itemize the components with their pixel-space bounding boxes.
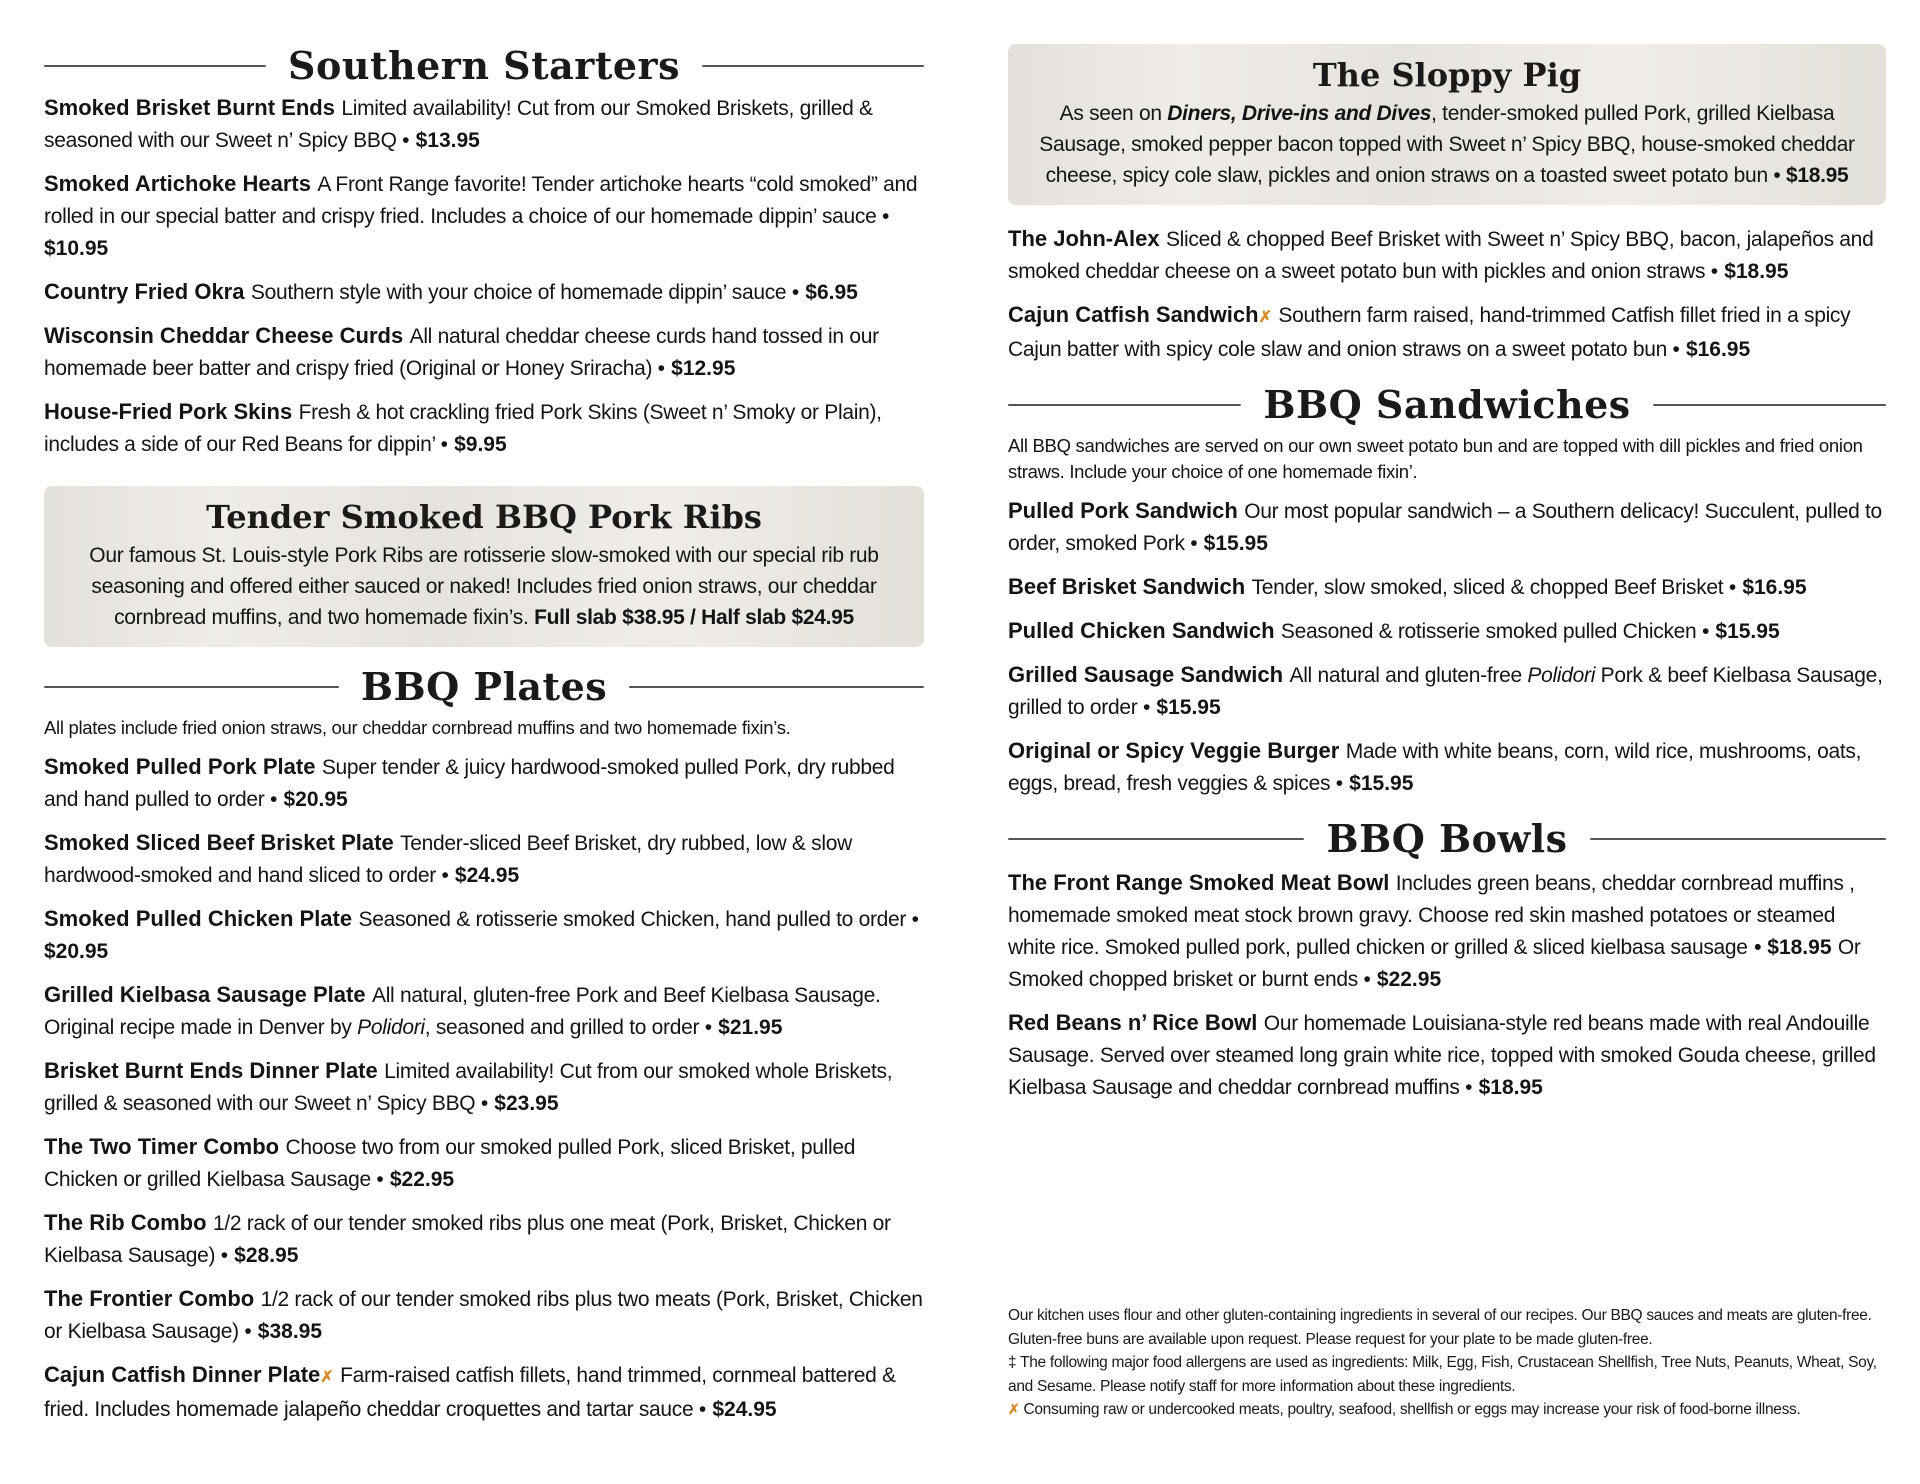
sloppy-pig-title: The Sloppy Pig [1312,56,1582,94]
item-price: $18.95 [1478,1076,1543,1099]
item-price: $6.95 [805,281,858,304]
item-description: Seasoned & rotisserie smoked Chicken, hand pulled to order • [358,908,919,931]
brand-name: Polidori [1527,664,1596,687]
item-description: Farm-raised catfish fillets, hand trimmed, cornmeal battered & fried. Includes homemade jalapeño cheddar croquettes and tartar sauce • [44,1364,896,1421]
item-description: Sliced & chopped Beef Brisket with Sweet n’ Spicy BBQ, bacon, jalapeños and smoked cheddar cheese on a sweet potato bun with pickles and onion straws • [1008,228,1874,283]
item-name: Cajun Catfish Dinner Plate [44,1362,321,1387]
section-title: BBQ Sandwiches [1263,382,1631,427]
divider [1008,404,1241,406]
item-name: Pulled Chicken Sandwich [1008,618,1275,643]
item-price: $24.95 [712,1398,777,1421]
item-description: Tender-sliced Beef Brisket, dry rubbed, low & slow hardwood-smoked and hand sliced to order • [44,832,852,887]
item-name: Smoked Artichoke Hearts [44,171,311,196]
menu-item [44,1207,924,1271]
item-price: $22.95 [389,1168,455,1191]
menu-item [44,168,924,264]
item-description: Or Smoked chopped brisket or burnt ends • [1008,936,1861,991]
item-price: $24.95 [454,864,520,887]
item-price: • $18.95 [1754,936,1832,959]
menu-item [1008,223,1886,287]
item-price: $9.95 [454,433,507,456]
section-title: BBQ Plates [360,664,608,709]
item-name: Beef Brisket Sandwich [1008,574,1246,599]
menu-item [44,827,924,891]
item-description: Tender, slow smoked, sliced & chopped Beef Brisket • [1251,576,1736,599]
tv-show-name: Diners, Drive-ins and Dives [1167,102,1432,125]
menu-item [1008,495,1886,559]
item-price: $16.95 [1685,338,1751,361]
menu-item [44,320,924,384]
desc-part: As seen on [1059,102,1162,125]
divider [44,65,266,67]
divider [702,65,924,67]
menu-item [44,1055,924,1119]
menu-item [44,1131,924,1195]
menu-item [44,396,924,460]
sloppy-pig-feature-panel [1008,44,1886,205]
item-price: $15.95 [1715,620,1780,643]
ribs-title: Tender Smoked BBQ Pork Ribs [206,498,762,536]
sloppy-pig-description [1032,98,1862,191]
menu-item [44,1283,924,1347]
item-description: Choose two from our smoked pulled Pork, sliced Brisket, pulled Chicken or grilled Kielbasa Sausage • [44,1136,856,1191]
item-name: Smoked Brisket Burnt Ends [44,95,335,120]
item-price: $23.95 [494,1092,559,1115]
item-name: Cajun Catfish Sandwich [1008,302,1259,327]
item-name: The Frontier Combo [44,1286,255,1311]
ribs-price: Full slab $38.95 / Half slab $24.95 [534,606,854,629]
item-price: $13.95 [415,129,480,152]
bbq-bowls-heading [1008,811,1886,867]
bbq-plates-list [44,751,924,1425]
specials-list [1008,223,1886,365]
item-description: 1/2 rack of our tender smoked ribs plus one meat (Pork, Brisket, Chicken or Kielbasa Sausage) • [44,1212,891,1267]
item-name: Wisconsin Cheddar Cheese Curds [44,323,404,348]
item-name: Country Fried Okra [44,279,245,304]
ribs-desc-text: Our famous St. Louis-style Pork Ribs are rotisserie slow-smoked with our special rib rub seasoning and offered either sauced or naked! Includes fried onion straws, our cheddar cornbread muffins, and two homemade fixin’s. [89,544,879,629]
item-price: $22.95 [1376,968,1442,991]
item-name: Pulled Pork Sandwich [1008,498,1238,523]
footnotes [1008,1304,1904,1422]
item-price: $38.95 [257,1320,323,1343]
right-column [1008,0,1886,1115]
southern-starters-heading [44,38,924,94]
southern-starters-list [44,92,924,460]
menu-item [1008,615,1886,647]
item-description: A Front Range favorite! Tender artichoke hearts “cold smoked” and rolled in our special batter and crispy fried. Includes a choice of our homemade dippin’ sauce • [44,173,918,228]
spicy-marker-icon: ✗ [1008,1401,1020,1417]
menu-item [44,903,924,967]
spicy-marker-icon: ✗ [1258,309,1272,326]
item-price: $20.95 [283,788,348,811]
bbq-sandwiches-list [1008,495,1886,799]
item-name: The Front Range Smoked Meat Bowl [1008,870,1390,895]
desc-part: , seasoned and grilled to order • [424,1016,712,1039]
divider [1008,838,1304,840]
desc-part: All natural, gluten-free Pork and Beef Kielbasa Sausage. Original recipe made in Denver by [44,984,881,1039]
item-price: $15.95 [1203,532,1268,555]
item-price: $21.95 [718,1016,783,1039]
menu-item [1008,1007,1886,1103]
menu-item [1008,571,1886,603]
item-description: Limited availability! Cut from our smoked whole Briskets, grilled & seasoned with our Sweet n’ Spicy BBQ • [44,1060,893,1115]
item-price: $12.95 [671,357,736,380]
item-price: $28.95 [234,1244,299,1267]
ribs-description [68,540,900,633]
item-price: $18.95 [1724,260,1789,283]
item-description: Made with white beans, corn, wild rice, mushrooms, oats, eggs, bread, fresh veggies & spices • [1008,740,1862,795]
item-name: Grilled Sausage Sandwich [1008,662,1284,687]
item-name: Smoked Pulled Pork Plate [44,754,316,779]
item-description: Super tender & juicy hardwood-smoked pulled Pork, dry rubbed and hand pulled to order • [44,756,895,811]
item-description: Limited availability! Cut from our Smoked Briskets, grilled & seasoned with our Sweet n’ Spicy BBQ • [44,97,873,152]
item-name: Smoked Sliced Beef Brisket Plate [44,830,394,855]
divider [1590,838,1886,840]
brand-name: Polidori [357,1016,425,1039]
bbq-bowls-list [1008,867,1886,1103]
menu-item [44,276,924,308]
item-name: The Two Timer Combo [44,1134,280,1159]
gluten-notice: Our kitchen uses flour and other gluten-containing ingredients in several of our recipes. Our BBQ sauces and meats are gluten-free. Gluten-free buns are available upon request. Please request for your plate to be made gluten-free. [1008,1307,1872,1348]
desc-part: , tender-smoked pulled Pork, grilled Kielbasa Sausage, smoked pepper bacon topped with Sweet n’ Spicy BBQ, house-smoked cheddar cheese, spicy cole slaw, pickles and onion straws on a toasted sweet potato bun • [1039,102,1855,187]
item-description: Seasoned & rotisserie smoked pulled Chicken • [1280,620,1709,643]
item-description: 1/2 rack of our tender smoked ribs plus two meats (Pork, Brisket, Chicken or Kielbasa Sausage) • [44,1288,923,1343]
desc-part: All natural and gluten-free [1289,664,1522,687]
desc-part: Pork & beef Kielbasa Sausage, grilled to order • [1008,664,1883,719]
item-name: The Rib Combo [44,1210,207,1235]
divider [1653,404,1886,406]
item-description: Fresh & hot crackling fried Pork Skins (Sweet n’ Smoky or Plain), includes a side of our Red Beans for dippin’ • [44,401,882,456]
item-name: Grilled Kielbasa Sausage Plate [44,982,366,1007]
item-description: Our homemade Louisiana-style red beans made with real Andouille Sausage. Served over steamed long grain white rice, topped with smoked Gouda cheese, grilled Kielbasa Sausage and cheddar cornbread muffins • [1008,1012,1876,1099]
item-name: Original or Spicy Veggie Burger [1008,738,1340,763]
menu-item [44,1359,924,1425]
left-column [44,0,924,1437]
allergen-notice: ‡ The following major food allergens are used as ingredients: Milk, Egg, Fish, Crustacean Shellfish, Tree Nuts, Peanuts, Wheat, Soy, and Sesame. Please notify staff for more information about these ingredients. [1008,1354,1877,1395]
item-price: $10.95 [44,237,109,260]
item-description: Our most popular sandwich – a Southern delicacy! Succulent, pulled to order, smoked Pork • [1008,500,1882,555]
sandwiches-note: All BBQ sandwiches are served on our own sweet potato bun and are topped with dill pickles and fried onion straws. Include your choice of one homemade fixin’. [1008,435,1863,482]
divider [629,686,924,688]
item-description: Southern farm raised, hand-trimmed Catfish fillet fried in a spicy Cajun batter with spicy cole slaw and onion straws on a sweet potato bun • [1008,304,1851,361]
menu-item [1008,867,1886,995]
item-description: Southern style with your choice of homemade dippin’ sauce • [250,281,799,304]
item-price: $18.95 [1785,164,1849,187]
section-title: Southern Starters [288,43,680,88]
menu-item [44,751,924,815]
bbq-plates-heading [44,659,924,715]
item-price: $20.95 [44,940,109,963]
item-price: $15.95 [1349,772,1414,795]
spicy-marker-icon: ✗ [320,1369,334,1386]
item-description: All natural cheddar cheese curds hand tossed in our homemade beer batter and crispy fried (Original or Honey Sriracha) • [44,325,879,380]
ribs-feature-panel [44,486,924,647]
menu-item [1008,659,1886,723]
item-description: Includes green beans, cheddar cornbread muffins , homemade smoked meat stock brown gravy. Choose red skin mashed potatoes or steamed white rice. Smoked pulled pork, pulled chicken or grilled & sliced kielbasa sausage [1008,872,1855,959]
plates-note: All plates include fried onion straws, our cheddar cornbread muffins and two homemade fixin’s. [44,717,791,738]
item-price: $15.95 [1156,696,1221,719]
item-name: Brisket Burnt Ends Dinner Plate [44,1058,378,1083]
item-name: The John-Alex [1008,226,1160,251]
item-name: House-Fried Pork Skins [44,399,293,424]
divider [44,686,339,688]
menu-item [1008,735,1886,799]
menu-item [1008,299,1886,365]
item-name: Red Beans n’ Rice Bowl [1008,1010,1258,1035]
menu-item [44,979,924,1043]
raw-food-notice [1008,1398,1904,1422]
item-name: Smoked Pulled Chicken Plate [44,906,353,931]
raw-food-text: Consuming raw or undercooked meats, poultry, seafood, shellfish or eggs may increase your risk of food-borne illness. [1023,1401,1801,1418]
menu-item [44,92,924,156]
item-price: $16.95 [1742,576,1807,599]
section-title: BBQ Bowls [1326,816,1568,861]
bbq-sandwiches-heading [1008,377,1886,433]
